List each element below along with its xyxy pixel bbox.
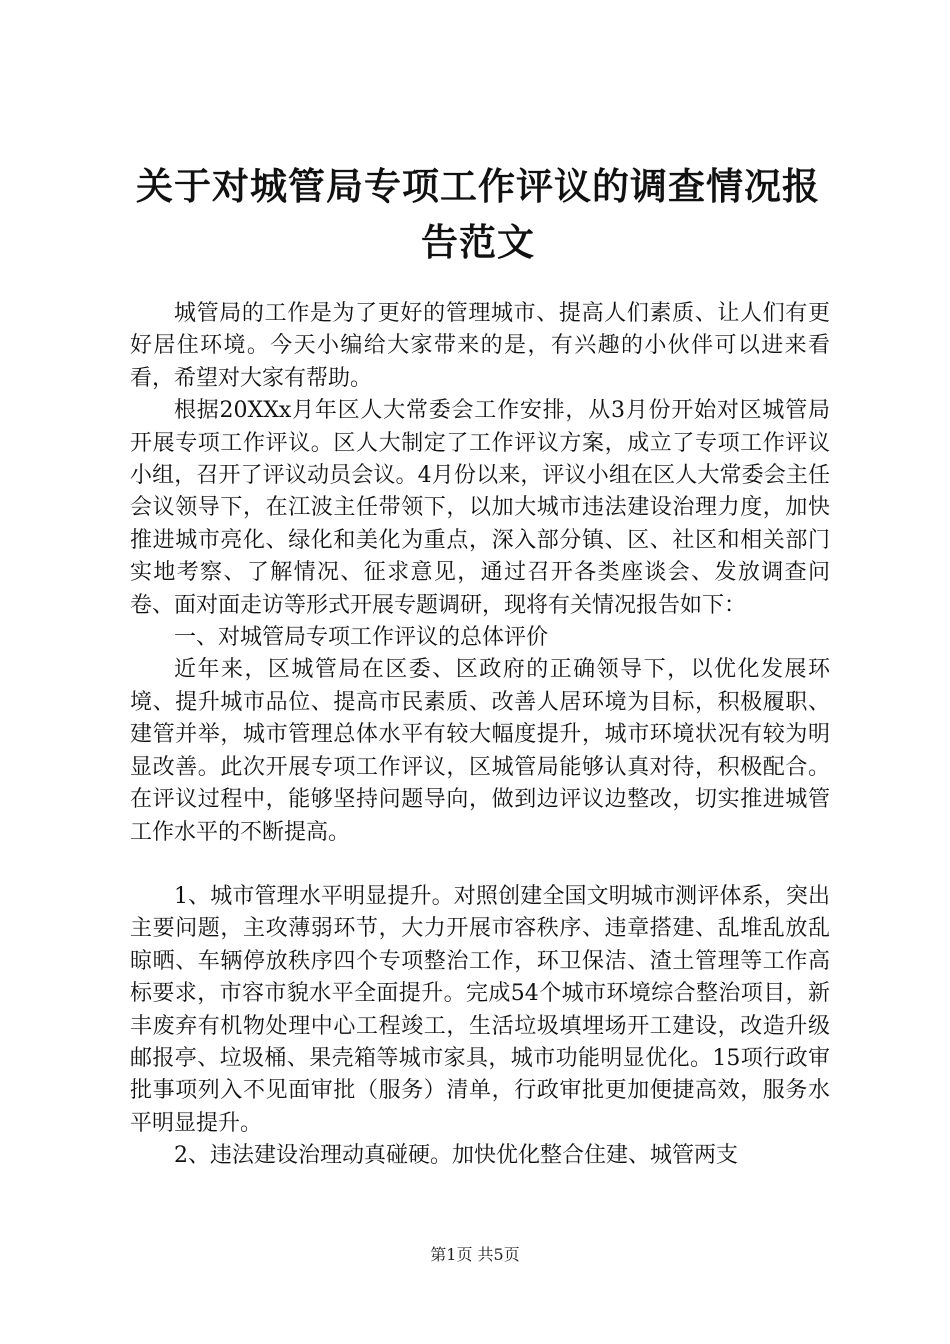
paragraph-item-1: 1、城市管理水平明显提升。对照创建全国文明城市测评体系，突出主要问题，主攻薄弱环节，大力开展市容秩序、违章搭建、乱堆乱放乱晾晒、车辆停放秩序四个专项整治工作，环卫保洁、渣土管理等工作高标要求，市容市貌水平全面提升。完成54个城市环境综合整治项目，新丰废弃有机物处理中心工程竣工，生活垃圾填埋场开工建设，改造升级邮报亭、垃圾桶、果壳箱等城市家具，城市功能明显优化。15项行政审批事项列入不见面审批（服务）清单，行政审批更加便捷高效，服务水平明显提升。: [130, 883, 830, 1136]
section-heading: 一、对城管局专项工作评议的总体评价: [174, 625, 549, 651]
paragraph-overall-evaluation: 近年来，区城管局在区委、区政府的正确领导下，以优化发展环境、提升城市品位、提高市民素质、改善人居环境为目标，积极履职、建管并举，城市管理总体水平有较大幅度提升，城市环境状况有较为明显改善。此次开展专项工作评议，区城管局能够认真对待，积极配合。在评议过程中，能够坚持问题导向，做到边评议边整改，切实推进城管工作水平的不断提高。: [130, 657, 830, 845]
document-title: 关于对城管局专项工作评议的调查情况报告范文: [136, 164, 820, 264]
paragraph-background: 根据20XXx月年区人大常委会工作安排，从3月份开始对区城管局开展专项工作评议。区人大制定了工作评议方案，成立了专项工作评议小组，召开了评议动员会议。4月份以来，评议小组在区人大常委会主任会议领导下，在江波主任带领下，以加大城市违法建设治理力度，加快推进城市亮化、绿化和美化为重点，深入部分镇、区、社区和相关部门实地考察、了解情况、征求意见，通过召开各类座谈会、发放调查问卷、面对面走访等形式开展专题调研，现将有关情况报告如下：: [130, 398, 830, 618]
paragraph-item-2: 2、违法建设治理动真碰硬。加快优化整合住建、城管两支: [174, 1143, 738, 1169]
document-body: [130, 298, 830, 1173]
page-number-footer: 第1页 共5页: [430, 1245, 520, 1264]
paragraph-intro: 城管局的工作是为了更好的管理城市、提高人们素质、让人们有更好居住环境。今天小编给大家带来的是，有兴趣的小伙伴可以进来看看，希望对大家有帮助。: [130, 301, 830, 391]
